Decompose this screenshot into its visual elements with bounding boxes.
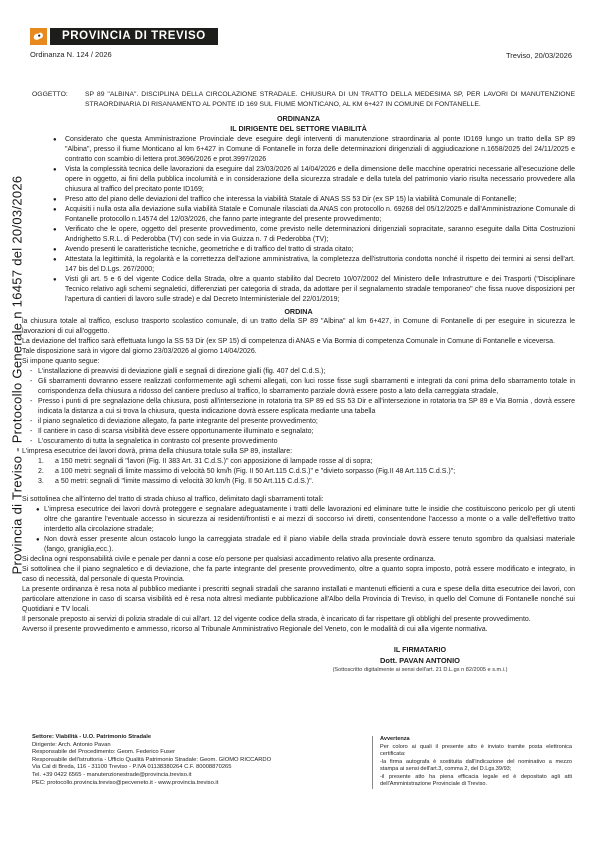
- dash-icon: -: [30, 417, 33, 425]
- closing-paragraph: Si sottolinea che il piano segnaletico e di deviazione, che fa parte integrante del presente provvedimento, oltre a quanto sopra imposto, potrà essere modificato e integrato, in caso di necessità, dal personale di questa Provincia.: [22, 565, 575, 583]
- list-item: ● Acquisiti i nulla osta alla deviazione sulla viabilità Statale e Comunale rilasciati da ANAS con protocollo n. 69268 del 05/12/2025 e dall'Amministrazione Comunale di Fontanelle protocollo n.14574 del 12/03/2026, che fanno parte integrante del presente provvedimento;: [53, 206, 575, 223]
- footer-line: Tel. +39 0422 6565 - manutenzionestrade@provincia.treviso.it: [32, 771, 192, 778]
- list-item: ● Vista la complessità tecnica delle lavorazioni da eseguire dal 23/03/2026 al 14/04/2026 e della dimensione delle macchine operatrici necessarie all'esecuzione delle opere in oggetto, ai fini della pubblica incolumità e in considerazione della sicurezza stradale e della tutela del patrimonio viario risulta necessario provvedere alla chiusura al traffico del precitato ponte ID169;: [53, 166, 575, 193]
- place-date: Treviso, 20/03/2026: [505, 51, 572, 60]
- footer-line: Responsabile del Procedimento: Geom. Federico Fuser: [32, 749, 176, 756]
- bullet-icon: ●: [53, 137, 57, 143]
- list-item: - Presso i punti di pre segnalazione della chiusura, posti all'intersezione in rotatoria tra SP 89 ed SS 53 Dir e all'intersezione in rotatoria tra SP 89 e Via Bornia , dovrà essere indicata la distanza a cui si trova la chiusura, questa indicazione dovrà essere esplicata mediante una tabella: [30, 397, 575, 415]
- list-item: ● L'impresa esecutrice dei lavori dovrà proteggere e segnalare adeguatamente i tratti delle lavorazioni ed eliminare tutte le insidie che costituiscono pericolo per gli utenti oltre che garantire l'eventuale accesso in sicurezza ai residenti/frontisti e ai mezzi di soccorso ivi diretti, consentendone l'accesso a monte o a valle dell'effettivo tratto interdetto alla circolazione stradale;: [36, 505, 575, 533]
- oggetto-text: SP 89 "ALBINA". DISCIPLINA DELLA CIRCOLAZIONE STRADALE. CHIUSURA DI UN TRATTO DELLA MEDESIMA SP, PER LAVORI DI MANUTENZIONE STRAORDINARIA DI RISANAMENTO AL PONTE ID 169 SUL FIUME MONTICANO, AL KM 6+427 IN COMUNE DI FONTANELLE.: [85, 91, 575, 108]
- oggetto-section: [32, 90, 575, 110]
- oggetto-label: OGGETTO:: [32, 91, 68, 98]
- list-item: ● Considerato che questa Amministrazione Provinciale deve eseguire degli interventi di manutenzione straordinaria al ponte ID169 lungo un tratto della SP 89 "Albina", presso il fiume Monticano al km 6+427 in Comune di Fontanelle in forza delle determinazioni dirigenziali di aggiudicazione n.1658/2025 del 24/11/2025 e contratto con scambio di lettera prot.3696/2026 e prot.3997/2026: [53, 136, 575, 163]
- closing-paragraph: Il personale preposto ai servizi di polizia stradale di cui all'art. 12 del vigente codice della strada, è incaricato di far rispettare gli obblighi del presente provvedimento.: [22, 615, 531, 623]
- list-item: 2. a 100 metri: segnali di limite massimo di velocità 50 km/h (Fig. II 50 Art.115 C.d.S.)" e "divieto sorpasso (Fig.II 48 Art.115 C.d.S.)";: [38, 467, 456, 475]
- list-item: ● Non dovrà esser presente alcun ostacolo lungo la carreggiata stradale ed il piano viabile della strada provinciale dovrà essere tenuto sgombro da qualsiasi materiale (fango, graniglia,ecc.).: [36, 535, 575, 553]
- dash-icon: -: [30, 427, 33, 435]
- signature-block: [285, 644, 555, 675]
- ordina-paragraph: Tale disposizione sarà in vigore dal giorno 23/03/2026 al giorno 14/04/2026.: [22, 347, 257, 355]
- bullet-icon: ●: [53, 207, 57, 213]
- ordina-title: ORDINA: [284, 307, 313, 316]
- footer-notice-block: [372, 736, 572, 789]
- document-body: [0, 90, 600, 675]
- list-item: ● Avendo presenti le caratteristiche tecniche, geometriche e di traffico del tratto di strada citato;: [53, 246, 354, 253]
- signer-name: Dott. PAVAN ANTONIO: [380, 655, 460, 665]
- notice-line: -il presente atto ha piena efficacia legale ed è depositato agli atti dell'Amministrazione Provinciale di Treviso.: [380, 773, 572, 787]
- footer-line: Via Cal di Breda, 116 - 31100 Treviso - P.IVA 01138380264 C.F. 80008870265: [32, 764, 232, 771]
- bullet-icon: ●: [53, 227, 57, 233]
- list-item: - il piano segnaletico di deviazione allegato, fa parte integrante del presente provvedimento;: [30, 417, 318, 425]
- footer-line: Responsabile dell'istruttoria - Ufficio Qualità Patrimonio Stradale: Geom. GIOMO RICCARDO: [32, 756, 272, 763]
- number-label: 3.: [38, 477, 44, 485]
- ordinanza-subtitle: IL DIRIGENTE DEL SETTORE VIABILITÀ: [230, 123, 367, 133]
- dash-icon: -: [30, 397, 33, 405]
- list-item: ● Verificato che le opere, oggetto del presente provvedimento, come previsto nelle determinazioni dirigenziali sopracitate, saranno eseguite dalla Ditta Costruzioni Andrighetto S.R.L. di Pederobba (TV) con sede in via Guizza n. 7 di Pederobba (TV);: [53, 226, 575, 243]
- list-item: - L'oscuramento di tutta la segnaletica in contrasto col presente provvedimento: [30, 437, 278, 445]
- brand-row: [30, 28, 572, 45]
- ordina-paragraph: la chiusura totale al traffico, escluso trasporto scolastico comunale, di un tratto della SP 89 "Albina" al km 6+427, in Comune di Fontanelle di per eseguire in sicurezza le lavorazioni di cui all'oggetto.: [22, 317, 575, 335]
- ordinanza-title: ORDINANZA: [276, 114, 321, 123]
- installare-list: [38, 457, 575, 487]
- document-header: [0, 0, 600, 59]
- bullet-icon: ●: [53, 277, 57, 283]
- ordinance-number: Ordinanza N. 124 / 2026: [30, 50, 112, 59]
- provincia-treviso-crest-icon: [30, 28, 47, 45]
- notice-title: Avvertenza: [380, 736, 410, 742]
- bullet-icon: ●: [53, 167, 57, 173]
- sottolinea-list: [36, 505, 575, 555]
- protocol-vertical-stamp: Provincia di Treviso - Protocollo Generale n 16457 del 20/03/2026: [9, 175, 25, 575]
- list-item: 3. a 50 metri: segnali di "limite massimo di velocità 30 km/h (Fig. II 50 Art.115 C.d.S.)".: [38, 477, 314, 485]
- footer-contact-block: [32, 734, 362, 787]
- list-item: - Il cantiere in caso di scarsa visibilità deve essere opportunamente illuminato e segnalato;: [30, 427, 314, 435]
- brand-title: PROVINCIA DI TREVISO: [50, 28, 218, 45]
- dash-icon: -: [30, 437, 33, 445]
- list-item: - Gli sbarramenti dovranno essere realizzati conformemente agli schemi allegati, con luci rosse fisse sugli sbarramenti e integrati da coni prima dello sbarramento totale in corrispondenza della chiusura a ridosso del cantiere precluso al traffico, lo sbarramento parziale dovrà essere posto a lato della carreggiata stradale,: [30, 377, 575, 395]
- impone-list: [30, 367, 575, 447]
- impone-label: Si impone quanto segue:: [22, 357, 100, 365]
- footer-line: PEC: protocollo.provincia.treviso@pecveneto.it - www.provincia.treviso.it: [32, 779, 219, 786]
- footer-line: Dirigente: Arch. Antonio Pavan: [32, 741, 111, 748]
- list-item: - L'installazione di preavvisi di deviazione gialli e segnali di direzione gialli (fig. 407 del C.d.S.);: [30, 367, 326, 375]
- list-item: 1. a 150 metri: segnali di "lavori (Fig. II 383 Art. 31 C.d.S.)" con apposizione di lampade rosse al di sopra;: [38, 457, 373, 465]
- list-item: ● Visti gli art. 5 e 6 del vigente Codice della Strada, oltre a quanto stabilito dal Decreto 10/07/2002 del Ministero delle Infrastrutture e dei Trasporti ("Disciplinare Tecnico relativo agli schemi segnaletici, differenziati per categoria di strada, da adottare per il segnalamento stradale temporaneo" che fissa nuove disposizioni per l'apertura di cantieri di lavoro sulle strade) e dal Decreto Interministeriale del 22/01/2019;: [53, 276, 575, 303]
- number-label: 1.: [38, 457, 44, 465]
- dash-icon: -: [30, 377, 33, 385]
- bullet-icon: ●: [53, 257, 57, 263]
- closing-paragraph: La presente ordinanza è resa nota al pubblico mediante i prescritti segnali stradali che saranno installati e mantenuti efficienti a cura e spese della ditta esecutrice dei lavori, con particolare attenzione in caso di scarsa visibilità ed è resa nota altresì mediante pubblicazione all'Albo della Provincia di Treviso, in quello del Comune di Fontanelle nonché sui Quotidiani e TV locali.: [22, 585, 575, 613]
- premesse-list: [53, 135, 575, 305]
- closing-paragraph: Si declina ogni responsabilità civile e penale per danni a cose e/o persone per qualsiasi accadimento relativo alla presente ordinanza.: [22, 555, 436, 563]
- bullet-icon: ●: [36, 506, 40, 513]
- list-item: ● Attestata la legittimità, la regolarità e la correttezza dell'azione amministrativa, la completezza dell'istruttoria condotta nonché il rispetto dei termini ai sensi dell'art. 147 bis del D.Lgs. 267/2000;: [53, 256, 575, 273]
- notice-line: -la firma autografa è sostituita dall'indicazione del nominativo a mezzo stampa ai sensi dell'art.3, comma 2, del D.Lgs.39/93;: [380, 758, 572, 772]
- sottolinea-label: Si sottolinea che all'interno del tratto di strada chiuso al traffico, delimitato dagli sbarramenti totali:: [22, 495, 324, 503]
- installare-label: L'impresa esecutrice dei lavori dovrà, prima della chiusura totale sulla SP 89, installare:: [22, 447, 293, 455]
- notice-line: Per coloro ai quali il presente atto è inviato tramite posta elettronica certificata:: [380, 743, 572, 757]
- list-item: ● Preso atto del piano delle deviazioni del traffico che interessa la viabilità Statale di ANAS SS 53 Dir (ex SP 15) la viabilità Comunale di Fontanelle;: [53, 196, 517, 203]
- signer-role: IL FIRMATARIO: [393, 644, 447, 654]
- bullet-icon: ●: [53, 197, 57, 203]
- bullet-icon: ●: [36, 536, 40, 543]
- closing-paragraph: Avverso il presente provvedimento e ammesso, ricorso al Tribunale Amministrativo Regionale del Veneto, con le modalità di cui alla vigente normativa.: [22, 625, 488, 633]
- footer-sector: Settore: Viabilità - U.O. Patrimonio Stradale: [32, 734, 152, 740]
- number-label: 2.: [38, 467, 44, 475]
- dash-icon: -: [30, 367, 33, 375]
- ordina-paragraph: La deviazione del traffico sarà effettuata lungo la SS 53 Dir (ex SP 15) di competenza di ANAS e Via Bormia di competenza Comunale in Comune di Fontanelle e viceversa.: [22, 337, 555, 345]
- digital-signature-note: (Sottoscritto digitalmente ai sensi dell'art. 21 D.L.gs n 82/2005 e s.m.i.): [332, 666, 508, 673]
- bullet-icon: ●: [53, 247, 57, 253]
